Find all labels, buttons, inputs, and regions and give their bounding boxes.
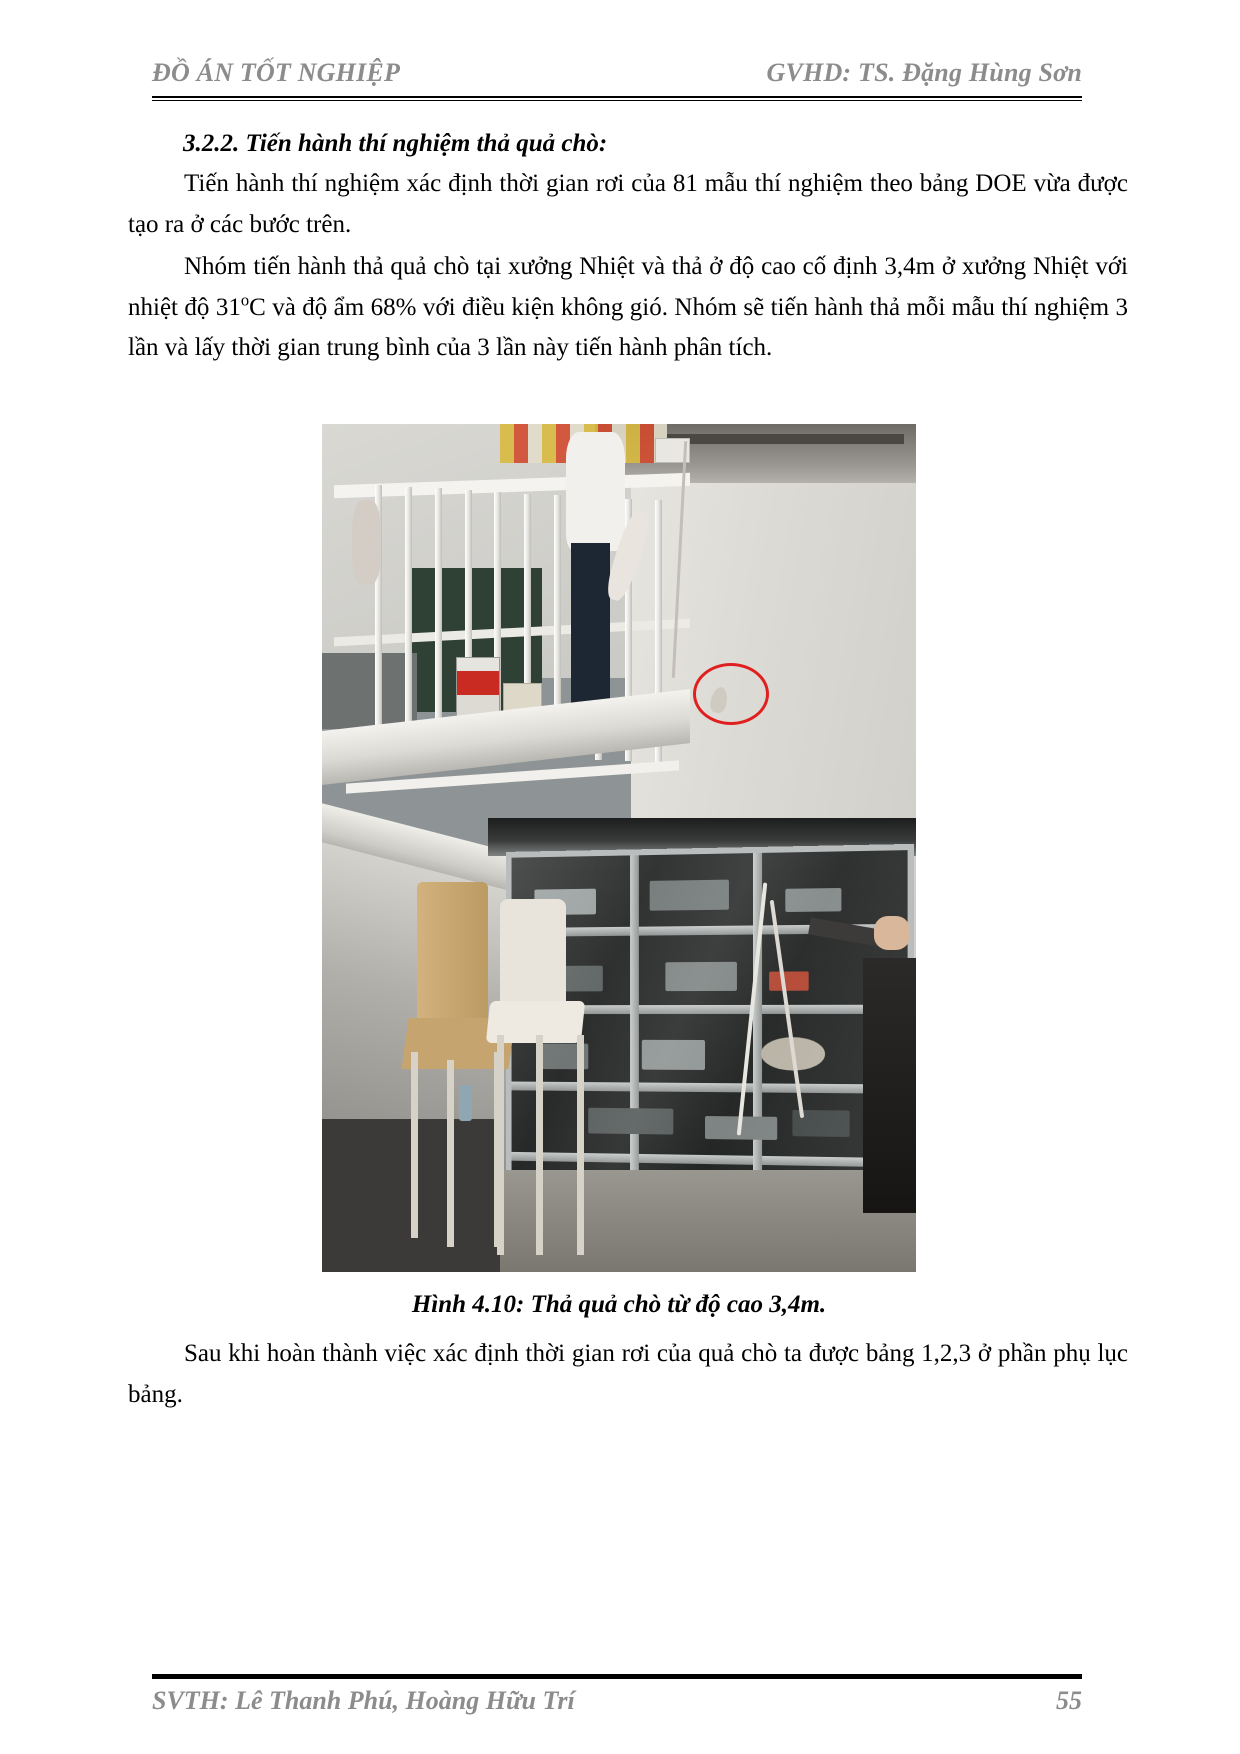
closing-content <box>128 1334 1128 1415</box>
photo-baluster <box>435 488 442 751</box>
photo-chair-leg <box>411 1052 418 1239</box>
paragraph-2 <box>128 247 1128 369</box>
paragraph-2-part-2: C và độ ẩm 68% với điều kiện không gió. Nhóm sẽ tiến hành thả mỗi mẫu thí nghiệm 3 lần và lấy thời gian trung bình của 3 lần này tiến hành phân tích. <box>128 293 1128 362</box>
photo-red-box <box>456 657 501 716</box>
red-circle-annotation-icon <box>693 663 769 725</box>
paragraph-1: Tiến hành thí nghiệm xác định thời gian rơi của 81 mẫu thí nghiệm theo bảng DOE vừa được tạo ra ở các bước trên. <box>128 170 1128 238</box>
photo-chair-leg <box>447 1060 454 1247</box>
photo-chair-leg <box>536 1035 543 1255</box>
photo-baluster <box>405 487 412 750</box>
paragraph-3: Sau khi hoàn thành việc xác định thời gian rơi của quả chò ta được bảng 1,2,3 ở phần phụ lục bảng. <box>128 1340 1128 1408</box>
photo-stairwell-shadow <box>322 653 417 729</box>
photo-hand <box>874 916 910 950</box>
degree-superscript: o <box>240 290 250 310</box>
page-header <box>152 58 1082 88</box>
photo-chair-leg <box>577 1035 584 1255</box>
figure-caption: Hình 4.10: Thả quả chò từ độ cao 3,4m. <box>411 1291 827 1318</box>
figure-4-10 <box>322 424 916 1319</box>
photo-white-chair-back <box>500 899 565 1009</box>
figure-photograph <box>322 424 916 1272</box>
paragraph-2-part-1: Nhóm tiến hành thả quả chò tại xưởng Nhiệt và thả ở độ cao cố định 3,4m ở xưởng Nhiệt với nhiệt độ 31 <box>128 253 1128 321</box>
page-footer <box>152 1686 1082 1716</box>
photo-person-foreground <box>863 958 916 1212</box>
photo-wooden-chair-back <box>417 882 488 1035</box>
page-number: 55 <box>1056 1686 1082 1715</box>
section-heading: 3.2.2. Tiến hành thí nghiệm thả quả chò: <box>183 130 608 157</box>
footer-divider <box>152 1674 1082 1679</box>
photo-person-shirt <box>566 432 625 551</box>
photo-ceiling-strip <box>667 434 905 444</box>
photo-bottle <box>459 1085 472 1121</box>
photo-chair-leg <box>497 1035 504 1255</box>
main-content <box>128 126 1128 369</box>
header-divider <box>152 96 1082 101</box>
footer-authors: SVTH: Lê Thanh Phú, Hoàng Hữu Trí <box>152 1686 575 1715</box>
photo-person-secondary <box>352 500 382 585</box>
header-title-right: GVHD: TS. Đặng Hùng Sơn <box>766 58 1082 87</box>
header-title-left: ĐỒ ÁN TỐT NGHIỆP <box>152 58 401 87</box>
